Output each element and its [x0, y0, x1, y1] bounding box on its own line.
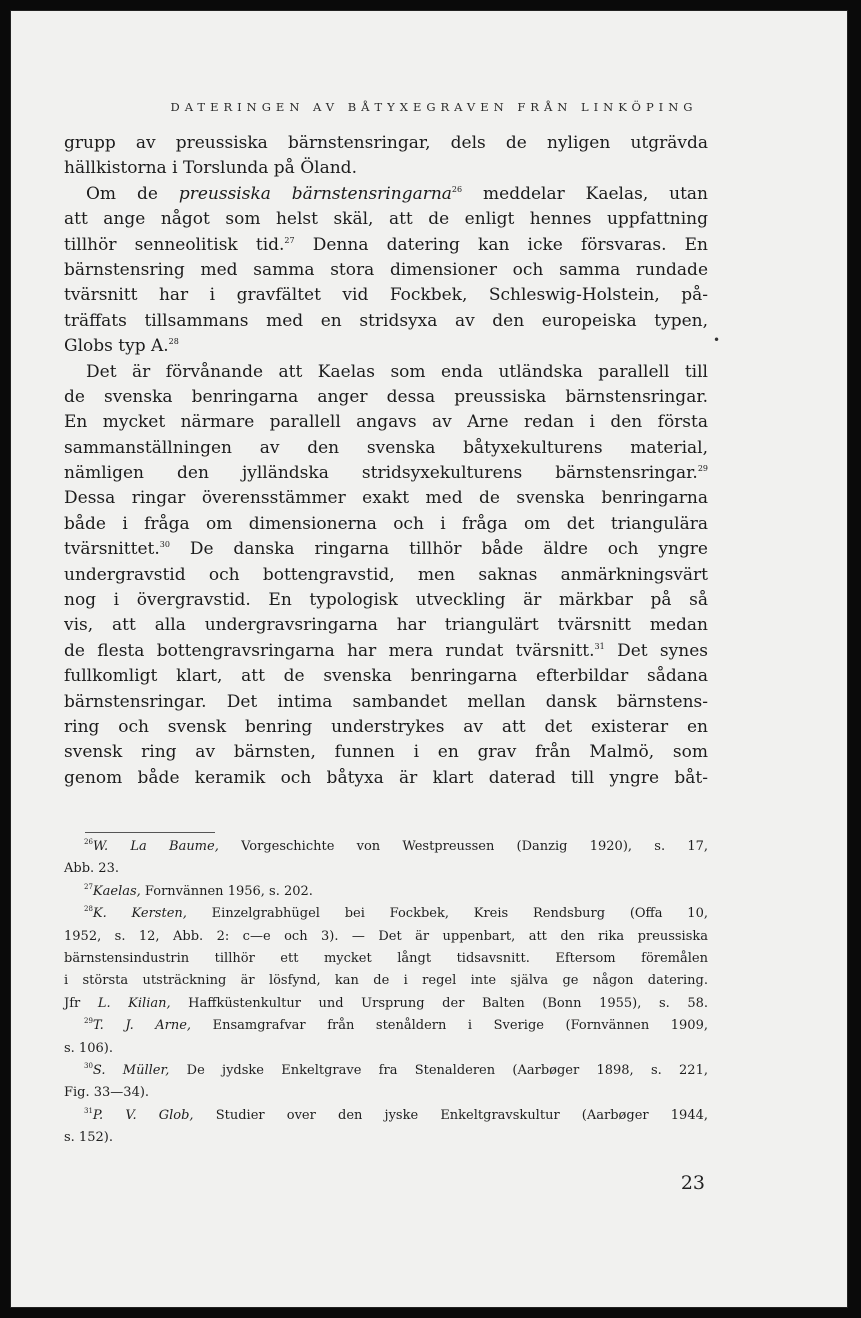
- text-run: Vorgeschichte von Westpreussen (Danzig 1920), s. 17,: [218, 839, 708, 854]
- footnote-ref: 29: [84, 1017, 93, 1026]
- text-run: Studier over den jyske Enkeltgravskultur (Aarbøger 1944,: [193, 1107, 708, 1123]
- text-run: Det är förvånande att Kaelas som enda utländska parallell till: [86, 361, 708, 382]
- text-run: tvärsnittet.: [64, 539, 160, 560]
- body-line: [64, 461, 708, 486]
- text-run: En mycket närmare parallell angavs av Arne redan i den första: [64, 412, 708, 433]
- italic-text: L. Kilian,: [97, 995, 171, 1011]
- text-run: Om de: [86, 183, 179, 204]
- footnote-line: [64, 858, 708, 880]
- text-run: bärnstensringar. Det intima sambandet mellan dansk bärnstens-: [64, 691, 708, 712]
- text-run: hällkistorna i Torslunda på Öland.: [64, 158, 357, 179]
- body-line: [64, 385, 708, 410]
- text-run: bärnstensring med samma stora dimensioner och samma rundade: [64, 259, 708, 280]
- footnote-line: [64, 1127, 708, 1149]
- text-run: Haffküstenkultur und Ursprung der Balten (Bonn 1955), s. 58.: [170, 995, 708, 1011]
- body-line: [64, 156, 708, 181]
- body-line: [64, 486, 708, 511]
- text-run: Globs typ A.: [64, 336, 169, 357]
- text-run: tillhör senneolitisk tid.: [64, 234, 285, 255]
- text-run: Abb. 23.: [64, 861, 119, 877]
- footnote-line: [64, 1015, 708, 1037]
- footnote-ref: 31: [594, 641, 605, 651]
- footnote-line: [64, 970, 708, 992]
- body-line: [64, 436, 708, 461]
- book-page: [10, 10, 848, 1308]
- text-run: vis, att alla undergravsringarna har triangulärt tvärsnitt medan: [64, 615, 708, 636]
- text-run: de flesta bottengravsringarna har mera rundat tvärsnitt.: [64, 640, 595, 661]
- footnote-line: [64, 1105, 708, 1127]
- footnote-line: [64, 1038, 708, 1060]
- footnote-ref: 27: [84, 882, 93, 891]
- italic-text: T. J. Arne,: [92, 1018, 192, 1034]
- body-line: [64, 233, 708, 258]
- italic-text: P. V. Glob,: [92, 1107, 194, 1123]
- footnote-line: [64, 926, 708, 948]
- text-run: Dessa ringar överensstämmer exakt med de svenska benringarna: [64, 488, 708, 509]
- text-run: Fornvännen 1956, s. 202.: [140, 883, 313, 899]
- text-run: s. 106).: [64, 1040, 113, 1056]
- text-run: tvärsnitt har i gravfältet vid Fockbek, Schleswig-Holstein, på-: [64, 285, 708, 306]
- body-line: [64, 182, 708, 207]
- text-run: bärnstensindustrin tillhör ett mycket långt tidsavsnitt. Eftersom föremålen: [64, 950, 708, 966]
- text-run: sammanställningen av den svenska båtyxekulturens material,: [64, 437, 708, 458]
- footnote-line: [64, 1060, 708, 1082]
- margin-mark: •: [713, 333, 721, 347]
- running-head: DATERINGEN AV BÅTYXEGRAVEN FRÅN LINKÖPING: [170, 100, 698, 114]
- footnote-ref: 28: [168, 337, 179, 347]
- text-run: nämligen den jylländska stridsyxekulturens bärnstensringar.: [64, 463, 698, 484]
- text-run: fullkomligt klart, att de svenska benringarna efterbildar sådana: [64, 666, 708, 687]
- text-run: meddelar Kaelas, utan: [462, 183, 708, 204]
- footnote-line: [64, 948, 708, 970]
- body-line: [64, 283, 708, 308]
- text-run: nog i övergravstid. En typologisk utveckling är märkbar på så: [64, 590, 708, 611]
- footnote-rule: [85, 832, 215, 833]
- body-line: [64, 588, 708, 613]
- body-line: [64, 613, 708, 638]
- text-run: undergravstid och bottengravstid, men saknas anmärkningsvärt: [64, 564, 708, 585]
- footnote-line: [64, 903, 708, 925]
- footnote-ref: 30: [159, 540, 170, 550]
- text-run: Fig. 33—34).: [64, 1085, 150, 1101]
- footnote-line: [64, 836, 708, 858]
- body-line: [64, 334, 708, 359]
- body-line: [64, 563, 708, 588]
- text-run: genom både keramik och båtyxa är klart daterad till yngre båt-: [64, 767, 708, 788]
- footnote-line: [64, 881, 708, 903]
- text-run: De danska ringarna tillhör både äldre och yngre: [169, 539, 708, 560]
- text-run: s. 152).: [64, 1130, 113, 1146]
- footnote-ref: 29: [697, 464, 708, 474]
- text-run: Jfr: [64, 995, 98, 1011]
- text-run: Denna datering kan icke försvaras. En: [294, 234, 708, 255]
- text-run: svensk ring av bärnsten, funnen i en grav från Malmö, som: [64, 742, 708, 763]
- body-line: [64, 207, 708, 232]
- footnotes: [64, 836, 708, 1149]
- body-line: [64, 360, 708, 385]
- body-line: [64, 740, 708, 765]
- text-run: Einzelgrabhügel bei Fockbek, Kreis Rendsburg (Offa 10,: [186, 906, 708, 922]
- footnote-ref: 26: [451, 184, 463, 194]
- text-run: i största utsträckning är lösfynd, kan de i regel inte själva ge någon datering.: [64, 973, 708, 989]
- body-line: [64, 664, 708, 689]
- italic-text: preussiska bärnstensringarna: [178, 183, 452, 204]
- body-line: [64, 258, 708, 283]
- body-line: [64, 766, 708, 791]
- text-run: träffats tillsammans med en stridsyxa av den europeiska typen,: [64, 310, 708, 331]
- footnote-ref: 26: [84, 838, 93, 846]
- text-run: grupp av preussiska bärnstensringar, dels de nyligen utgrävda: [64, 133, 708, 153]
- body-text: [64, 131, 708, 791]
- page-number: 23: [680, 1172, 705, 1194]
- body-line: [64, 410, 708, 435]
- footnote-ref: 31: [84, 1106, 93, 1115]
- body-line: [64, 690, 708, 715]
- body-line: [64, 309, 708, 334]
- text-run: De jydske Enkeltgrave fra Stenalderen (Aarbøger 1898, s. 221,: [169, 1062, 708, 1078]
- text-run: Ensamgrafvar från stenåldern i Sverige (Fornvännen 1909,: [191, 1018, 708, 1034]
- text-run: att ange något som helst skäl, att de enligt hennes uppfattning: [64, 209, 708, 230]
- text-run: både i fråga om dimensionerna och i fråga om det triangulära: [64, 513, 708, 534]
- body-line: [64, 512, 708, 537]
- footnote-ref: 28: [84, 905, 93, 914]
- text-run: ring och svensk benring understrykes av att det existerar en: [64, 716, 708, 737]
- text-run: 1952, s. 12, Abb. 2: c—e och 3). — Det är uppenbart, att den rika preussiska: [64, 928, 708, 944]
- footnote-ref: 27: [284, 235, 295, 245]
- italic-text: W. La Baume,: [92, 839, 219, 854]
- body-line: [64, 537, 708, 562]
- italic-text: Kaelas,: [92, 883, 141, 899]
- body-line: [64, 715, 708, 740]
- footnote-ref: 30: [84, 1061, 93, 1070]
- footnote-line: [64, 1082, 708, 1104]
- text-run: de svenska benringarna anger dessa preussiska bärnstensringar.: [64, 386, 708, 407]
- footnote-line: [64, 993, 708, 1015]
- italic-text: S. Müller,: [92, 1062, 170, 1078]
- italic-text: K. Kersten,: [92, 906, 187, 922]
- body-line: [64, 639, 708, 664]
- text-run: Det synes: [604, 640, 708, 661]
- body-line: [64, 131, 708, 156]
